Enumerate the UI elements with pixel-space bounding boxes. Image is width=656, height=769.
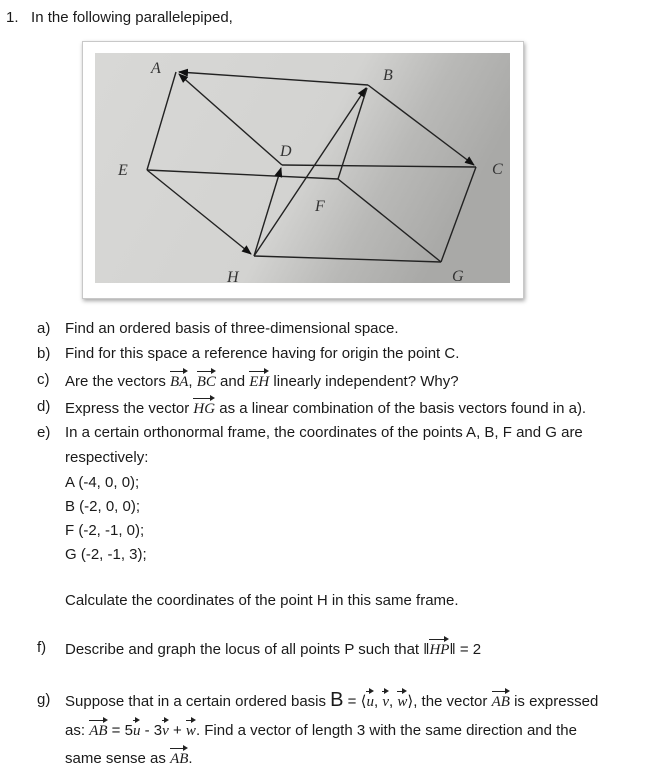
point-label-E: E <box>118 162 128 179</box>
part-g-line1: Suppose that in a certain ordered basis B = ⟨u, v, w⟩, the vector AB is expressed <box>65 689 599 711</box>
part-c-label: c) <box>37 371 50 388</box>
part-d-label: d) <box>37 398 51 415</box>
part-e-calc: Calculate the coordinates of the point H in this same frame. <box>65 592 459 609</box>
part-f-label: f) <box>37 639 47 656</box>
point-label-F: F <box>315 198 325 215</box>
coord-B: B (-2, 0, 0); <box>65 498 141 515</box>
coord-F: F (-2, -1, 0); <box>65 522 145 539</box>
part-a-label: a) <box>37 320 51 337</box>
part-g-label: g) <box>37 691 51 708</box>
vector-HP: HP <box>429 639 449 659</box>
question-intro: In the following parallelepiped, <box>31 9 233 26</box>
part-g-line3: same sense as AB. <box>65 750 193 767</box>
vector-EH: EH <box>249 371 269 391</box>
photo-background <box>95 53 510 283</box>
coord-G: G (-2, -1, 3); <box>65 546 147 563</box>
part-g-line2: as: AB = 5u - 3v + w. Find a vector of length 3 with the same direction and the <box>65 722 577 739</box>
point-label-D: D <box>280 143 292 160</box>
point-label-C: C <box>492 161 503 178</box>
part-b-label: b) <box>37 345 51 362</box>
vector-BA: BA <box>170 371 188 391</box>
part-c-text: Are the vectors BA, BC and EH linearly independent? Why? <box>65 373 459 390</box>
part-e-label: e) <box>37 424 51 441</box>
point-label-H: H <box>227 269 239 286</box>
coord-A: A (-4, 0, 0); <box>65 474 140 491</box>
part-e-text-line1: In a certain orthonormal frame, the coordinates of the points A, B, F and G are <box>65 424 583 441</box>
point-label-G: G <box>452 268 464 285</box>
parallelepiped-figure <box>82 41 524 299</box>
vector-HG: HG <box>193 398 215 418</box>
point-label-A: A <box>151 60 161 77</box>
part-b-text: Find for this space a reference having for origin the point C. <box>65 345 460 362</box>
part-e-text-line2: respectively: <box>65 449 149 466</box>
point-label-B: B <box>383 67 393 84</box>
part-d-text: Express the vector HG as a linear combination of the basis vectors found in a). <box>65 400 587 417</box>
question-1: 1. In the following parallelepiped, <box>6 9 233 26</box>
part-f-text: Describe and graph the locus of all points P such that ‖HP‖ = 2 <box>65 641 482 658</box>
vector-BC: BC <box>197 371 216 391</box>
part-a-text: Find an ordered basis of three-dimensional space. <box>65 320 399 337</box>
